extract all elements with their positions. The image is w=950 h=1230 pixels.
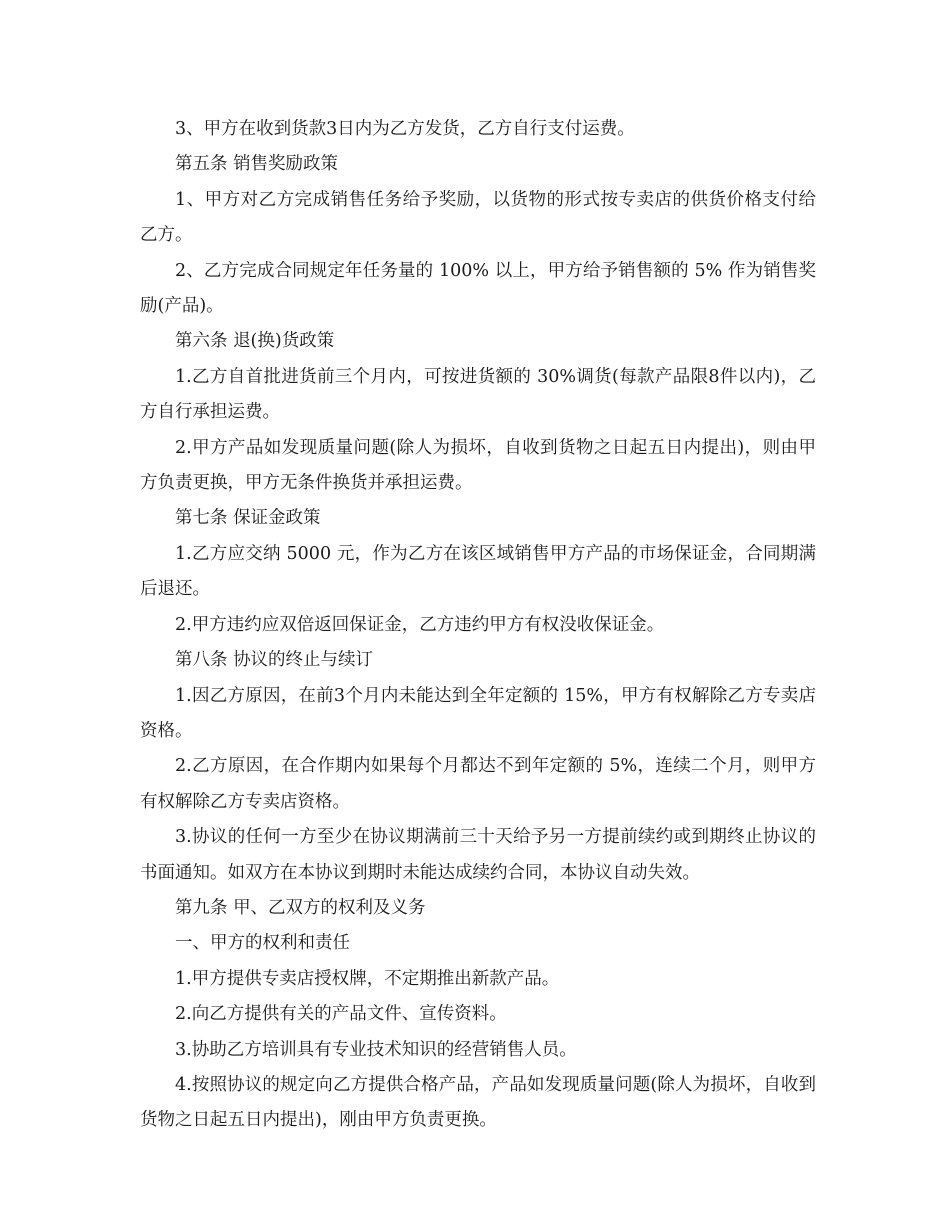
paragraph-delivery-clause: 3、甲方在收到货款3日内为乙方发货，乙方自行支付运费。 xyxy=(175,119,635,139)
document-body xyxy=(140,112,816,1139)
heading-article-9: 第九条 甲、乙双方的权利及义务 xyxy=(175,897,426,918)
paragraph-deposit-1: 1.乙方应交纳 5000 元，作为乙方在该区域销售甲方产品的市场保证金，合同期满后退还。 xyxy=(140,543,816,600)
heading-article-5: 第五条 销售奖励政策 xyxy=(175,154,339,175)
heading-article-7: 第七条 保证金政策 xyxy=(175,508,321,529)
paragraph-termination-2: 2.乙方原因，在合作期内如果每个月都达不到年定额的 5%，连续二个月，则甲方有权解除乙方专卖店资格。 xyxy=(140,756,816,812)
paragraph-return-2: 2.甲方产品如发现质量问题(除人为损坏，自收到货物之日起五日内提出)，则由甲方负责更换，甲方无条件换货并承担运费。 xyxy=(140,437,816,494)
heading-article-8: 第八条 协议的终止与续订 xyxy=(175,650,374,671)
paragraph-party-a-1: 1.甲方提供专卖店授权牌，不定期推出新款产品。 xyxy=(175,968,560,989)
paragraph-party-a-2: 2.向乙方提供有关的产品文件、宣传资料。 xyxy=(175,1004,507,1025)
paragraph-return-1: 1.乙方自首批进货前三个月内，可按进货额的 30%调货(每款产品限8件以内)，乙方自行承担运费。 xyxy=(140,366,816,423)
subheading-party-a-rights: 一、甲方的权利和责任 xyxy=(175,933,350,954)
paragraph-deposit-2: 2.甲方违约应双倍返回保证金，乙方违约甲方有权没收保证金。 xyxy=(175,614,665,635)
paragraph-termination-3: 3.协议的任何一方至少在协议期满前三十天给予另一方提前续约或到期终止协议的书面通知。如双方在本协议到期时未能达成续约合同，本协议自动失效。 xyxy=(140,827,816,883)
paragraph-reward-1: 1、甲方对乙方完成销售任务给予奖励，以货物的形式按专卖店的供货价格支付给乙方。 xyxy=(140,189,816,246)
paragraph-party-a-3: 3.协助乙方培训具有专业技术知识的经营销售人员。 xyxy=(175,1039,577,1060)
paragraph-reward-2: 2、乙方完成合同规定年任务量的 100% 以上，甲方给予销售额的 5% 作为销售奖励(产品)。 xyxy=(140,260,816,317)
heading-article-6: 第六条 退(换)货政策 xyxy=(175,331,335,352)
paragraph-party-a-4: 4.按照协议的规定向乙方提供合格产品，产品如发现质量问题(除人为损坏，自收到货物之日起五日内提出)，刚由甲方负责更换。 xyxy=(140,1074,816,1131)
paragraph-termination-1: 1.因乙方原因，在前3个月内未能达到全年定额的 15%，甲方有权解除乙方专卖店资格。 xyxy=(140,685,816,741)
